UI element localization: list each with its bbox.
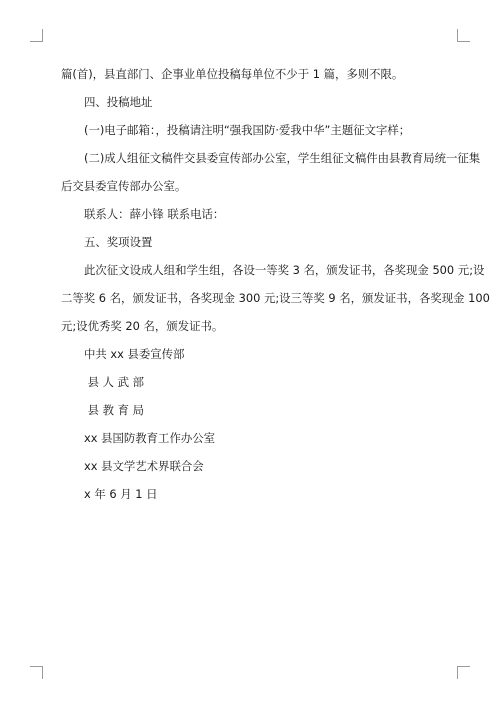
paragraph-line: 后交县委宣传部办公室。 [61,179,187,193]
paragraph-line: 元;设优秀奖 20 名，颁发证书。 [61,319,224,333]
section-heading-submission-address: 四、投稿地址 [84,95,153,109]
crop-mark-bottom-left [30,666,43,679]
paragraph-line: (一)电子邮箱：，投稿请注明“强我国防·爱我中华”主题征文字样； [84,123,411,137]
paragraph-line: (二)成人组征文稿件交县委宣传部办公室，学生组征文稿件由县教育局统一征集 [84,151,481,165]
crop-mark-top-left [30,29,43,42]
section-heading-awards: 五、奖项设置 [84,235,153,249]
signature-org: xx 县文学艺术界联合会 [84,459,204,473]
document-body [61,60,490,508]
signature-org: 县 人 武 部 [84,375,145,389]
signature-date: x 年 6 月 1 日 [84,487,158,501]
signature-org: xx 县国防教育工作办公室 [84,431,216,445]
paragraph-line: 二等奖 6 名，颁发证书，各奖现金 300 元;设三等奖 9 名，颁发证书，各奖现金 100 [61,291,490,305]
signature-org: 县 教 育 局 [84,403,145,417]
crop-mark-bottom-right [457,666,470,679]
paragraph-line: 篇(首)，县直部门、企事业单位投稿每单位不少于 1 篇，多则不限。 [61,67,404,81]
paragraph-line: 此次征文设成人组和学生组，各设一等奖 3 名，颁发证书，各奖现金 500 元;设 [84,263,485,277]
signature-org: 中共 xx 县委宣传部 [84,347,185,361]
crop-mark-top-right [457,29,470,42]
contact-line: 联系人：薛小锋 联系电话： [84,207,225,221]
